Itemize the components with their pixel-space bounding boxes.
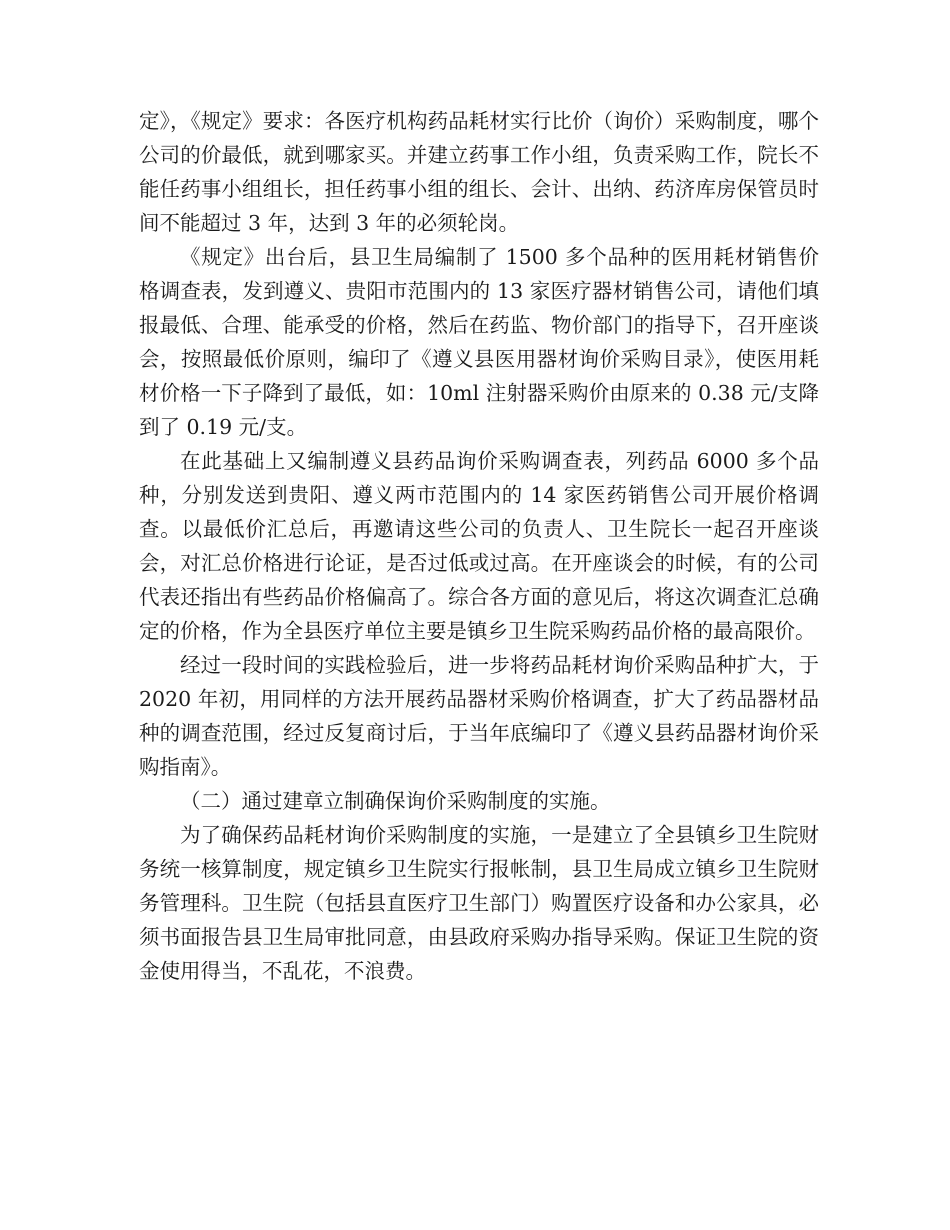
paragraph-regulation-implementation: 《规定》出台后，县卫生局编制了 1500 多个品种的医用耗材销售价格调查表，发到遵义、贵阳市范围内的 13 家医疗器材销售公司，请他们填报最低、合理、能承受的价格，然后在药监、物价部门的指导下，召开座谈会，按照最低价原则，编印了《遵义县医用器材询价采购目录》，使医用耗材价格一下子降到了最低，如：10ml 注射器采购价由原来的 0.38 元/支降到了 0.19 元/支。: [139, 245, 819, 439]
paragraph-financial-system: 为了确保药品耗材询价采购制度的实施，一是建立了全县镇乡卫生院财务统一核算制度，规定镇乡卫生院实行报帐制，县卫生局成立镇乡卫生院财务管理科。卫生院（包括县直医疗卫生部门）购置医疗设备和办公家具，必须书面报告县卫生局审批同意，由县政府采购办指导采购。保证卫生院的资金使用得当，不乱花，不浪费。: [139, 823, 819, 983]
paragraph-expanded-survey: 经过一段时间的实践检验后，进一步将药品耗材询价采购品种扩大，于 2020 年初，用同样的方法开展药品器材采购价格调查，扩大了药品器材品种的调查范围，经过反复商讨后，于当年底编印了《遵义县药品器材询价采购指南》。: [139, 653, 819, 779]
paragraph-drug-price-survey: 在此基础上又编制遵义县药品询价采购调查表，列药品 6000 多个品种，分别发送到贵阳、遵义两市范围内的 14 家医药销售公司开展价格调查。以最低价汇总后，再邀请这些公司的负责人、卫生院长一起召开座谈会，对汇总价格进行论证，是否过低或过高。在开座谈会的时候，有的公司代表还指出有些药品价格偏高了。综合各方面的意见后，将这次调查汇总确定的价格，作为全县医疗单位主要是镇乡卫生院采购药品价格的最高限价。: [139, 449, 819, 643]
document-body: [139, 104, 819, 988]
paragraph-continuation: 定》，《规定》要求：各医疗机构药品耗材实行比价（询价）采购制度，哪个公司的价最低，就到哪家买。并建立药事工作小组，负责采购工作，院长不能任药事小组组长，担任药事小组的组长、会计、出纳、药济库房保管员时间不能超过 3 年，达到 3 年的必须轮岗。: [139, 109, 819, 235]
section-heading: （二）通过建章立制确保询价采购制度的实施。: [180, 789, 611, 813]
